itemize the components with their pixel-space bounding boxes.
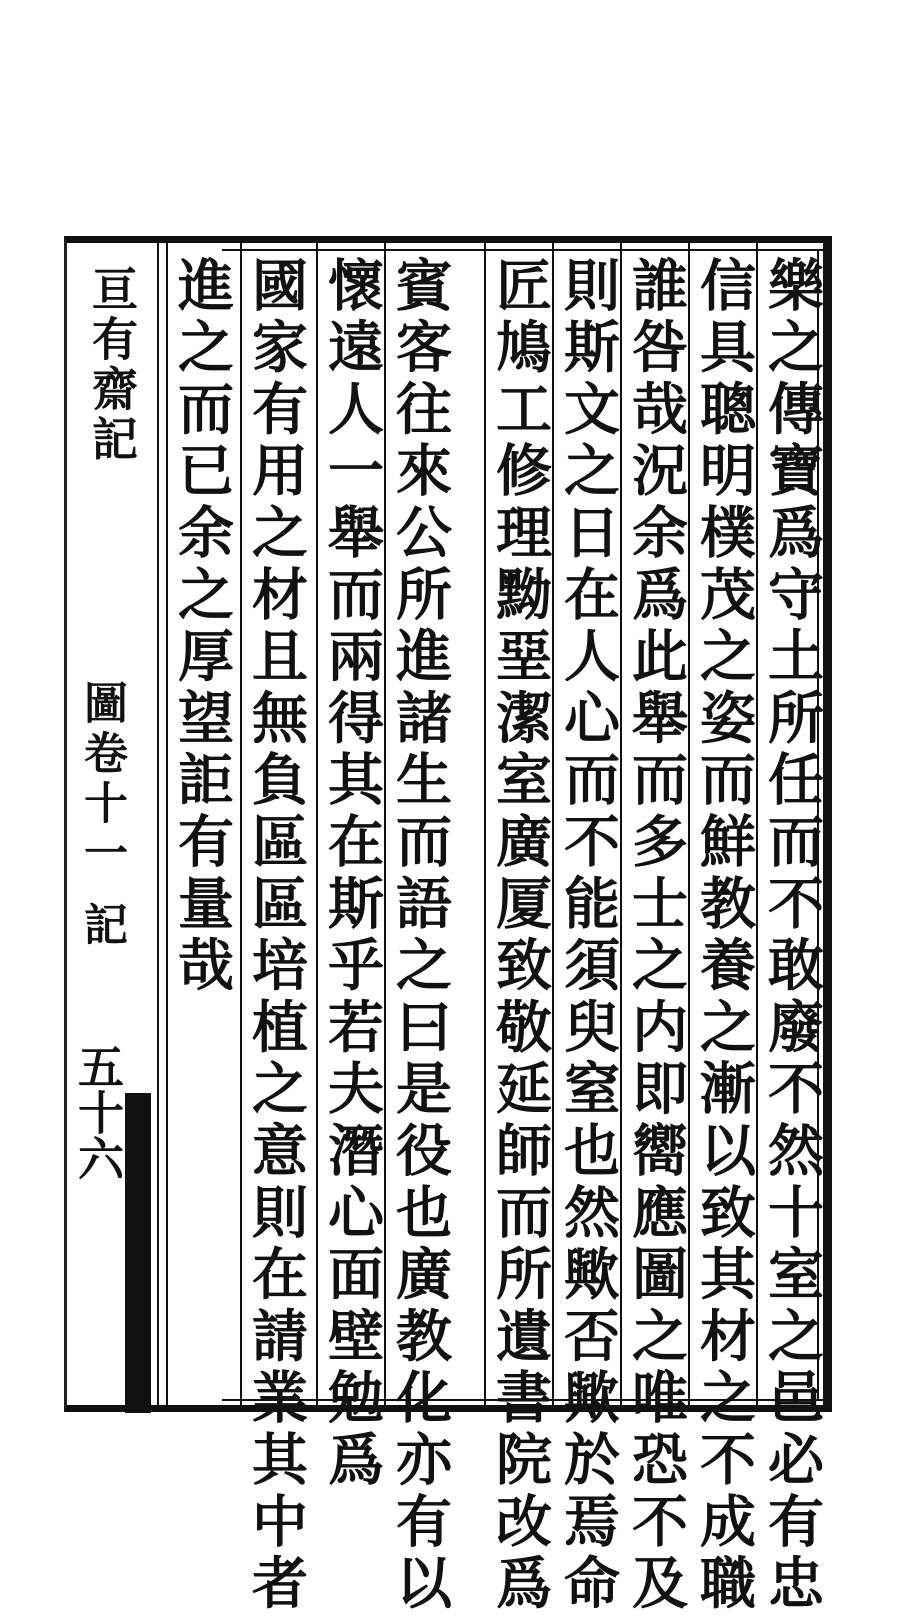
- column-text: 國家有用之材且無負區區培植之意則在請業其中者: [243, 256, 309, 1616]
- text-column-6: [384, 242, 453, 1616]
- text-column-9: [166, 242, 234, 1406]
- text-column-1: [756, 242, 825, 1616]
- text-column-2: [688, 242, 757, 1616]
- text-column-7: [316, 242, 385, 1492]
- column-text: 信具聰明樸茂之姿而鮮教養之漸以致其材之不成職: [691, 256, 757, 1616]
- text-column-4: [552, 242, 621, 1616]
- fish-tail-block: [125, 1093, 151, 1413]
- text-column-5: [484, 242, 553, 1616]
- page-number: 五十六: [71, 1043, 125, 1181]
- column-text: 賓客往來公所進諸生而語之曰是役也廣教化亦有以: [387, 256, 453, 1616]
- column-text: 進之而已余之厚望詎有量哉: [169, 256, 235, 998]
- column-text: 誰咎哉況余爲此舉而多士之内即嚮應圖之唯恐不及: [623, 256, 689, 1616]
- section-label: 圖卷十一 記: [76, 680, 127, 952]
- column-text: 則斯文之日在人心而不能須臾窒也然歟否歟於焉命: [555, 256, 621, 1616]
- text-column-3: [620, 242, 689, 1616]
- column-text: 樂之傳寶爲守土所任而不敢廢不然十室之邑必有忠: [759, 256, 825, 1616]
- column-text: 懷遠人一舉而兩得其在斯乎若夫潛心面壁勉爲: [319, 256, 385, 1492]
- text-column-8: [240, 242, 309, 1616]
- column-text: 匠鳩工修理黝堊潔室廣厦致敬延師而所遺書院改爲: [487, 256, 553, 1616]
- book-title: 亘有齋記: [85, 265, 139, 465]
